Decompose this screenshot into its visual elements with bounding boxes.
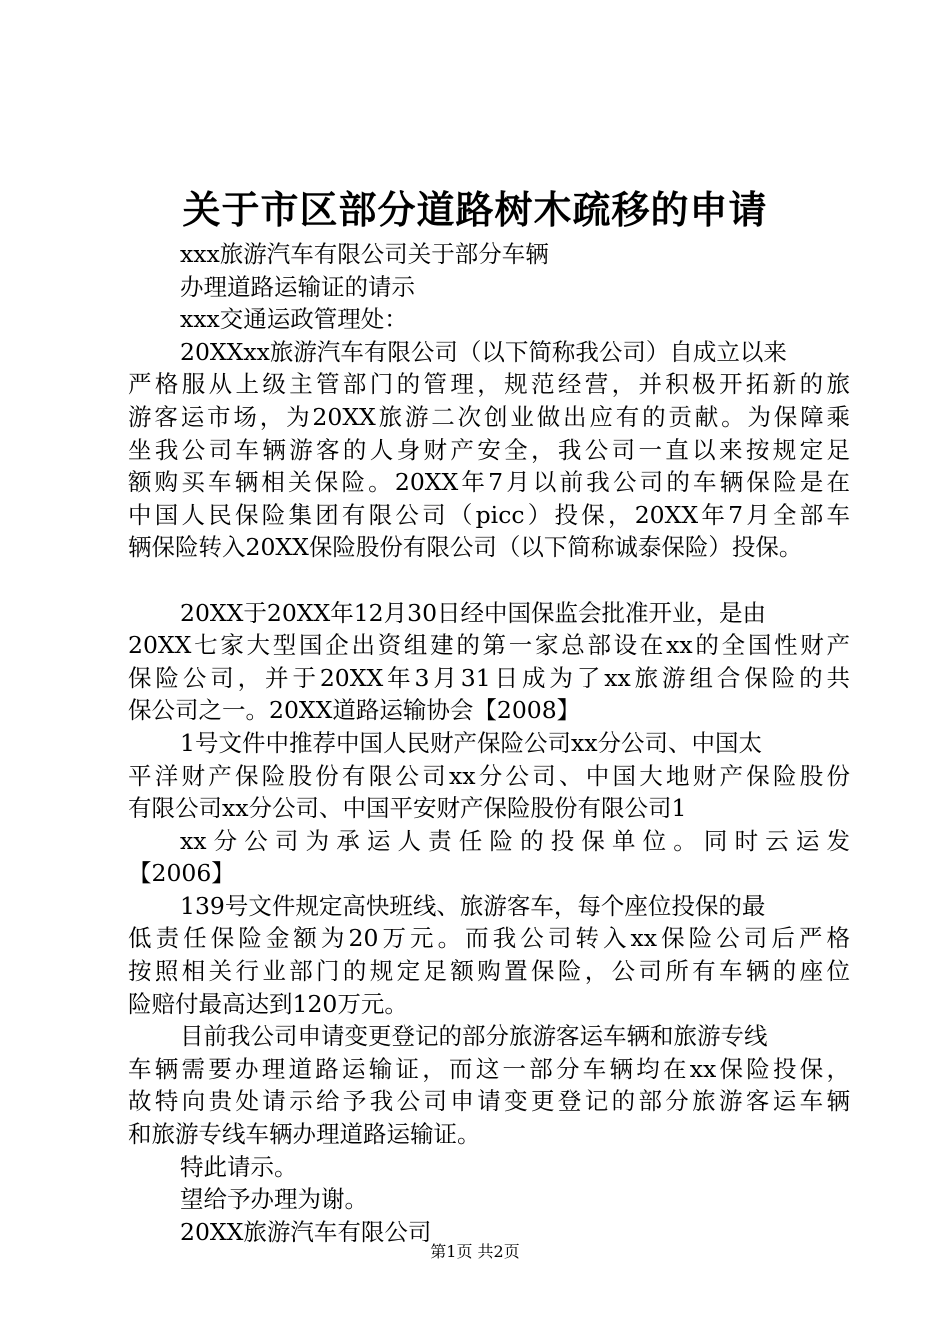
body-line: 低责任保险金额为20万元。而我公司转入xx保险公司后严格	[128, 924, 850, 953]
body-line: 【2006】	[128, 859, 235, 888]
body-line: 特此请示。	[180, 1152, 298, 1181]
body-line: xx分公司为承运人责任险的投保单位。同时云运发	[180, 826, 850, 855]
body-line: 严格服从上级主管部门的管理，规范经营，并积极开拓新的旅	[128, 370, 850, 399]
body-line: 20XX旅游汽车有限公司	[180, 1217, 432, 1246]
body-line: 车辆需要办理道路运输证，而这一部分车辆均在xx保险投保，	[128, 1054, 850, 1083]
body-line: 139号文件规定高快班线、旅游客车，每个座位投保的最	[180, 891, 766, 920]
body-line: 办理道路运输证的请示	[180, 272, 415, 301]
paragraph-gap	[128, 564, 850, 597]
body-line: 保险公司，并于20XX年3月31日成为了xx旅游组合保险的共	[128, 663, 850, 692]
body-line: xxx旅游汽车有限公司关于部分车辆	[180, 240, 549, 268]
body-line: 故特向贵处请示给予我公司申请变更登记的部分旅游客运车辆	[128, 1087, 850, 1116]
body-line: 20XXxx旅游汽车有限公司（以下简称我公司）自成立以来	[180, 337, 787, 366]
body-line: 20XX七家大型国企出资组建的第一家总部设在xx的全国性财产	[128, 631, 850, 660]
body-line: 望给予办理为谢。	[180, 1185, 368, 1214]
body-line: 有限公司xx分公司、中国平安财产保险股份有限公司1	[128, 794, 687, 823]
body-line: 和旅游专线车辆办理道路运输证。	[128, 1120, 481, 1149]
body-line: 1号文件中推荐中国人民财产保险公司xx分公司、中国太	[180, 728, 762, 757]
body-line: 保公司之一。20XX道路运输协会【2008】	[128, 696, 581, 725]
body-line: 20XX于20XX年12月30日经中国保监会批准开业，是由	[180, 598, 767, 627]
page-number: 第1页 共2页	[430, 1242, 520, 1261]
body-line: xxx交通运政管理处：	[180, 305, 408, 334]
body-line: 游客运市场，为20XX旅游二次创业做出应有的贡献。为保障乘	[128, 402, 850, 431]
document-title: 关于市区部分道路树木疏移的申请	[182, 187, 768, 232]
body-line: 辆保险转入20XX保险股份有限公司（以下简称诚泰保险）投保。	[128, 533, 803, 562]
body-line: 额购买车辆相关保险。20XX年7月以前我公司的车辆保险是在	[128, 468, 850, 497]
body-line: 目前我公司申请变更登记的部分旅游客运车辆和旅游专线	[180, 1022, 768, 1051]
body-line: 中国人民保险集团有限公司（picc）投保，20XX年7月全部车	[128, 500, 850, 529]
body-line: 坐我公司车辆游客的人身财产安全，我公司一直以来按规定足	[128, 435, 850, 464]
body-line: 按照相关行业部门的规定足额购置保险，公司所有车辆的座位	[128, 957, 850, 986]
body-line: 平洋财产保险股份有限公司xx分公司、中国大地财产保险股份	[128, 761, 850, 790]
document-body	[128, 238, 850, 1248]
body-line: 险赔付最高达到120万元。	[128, 989, 408, 1018]
